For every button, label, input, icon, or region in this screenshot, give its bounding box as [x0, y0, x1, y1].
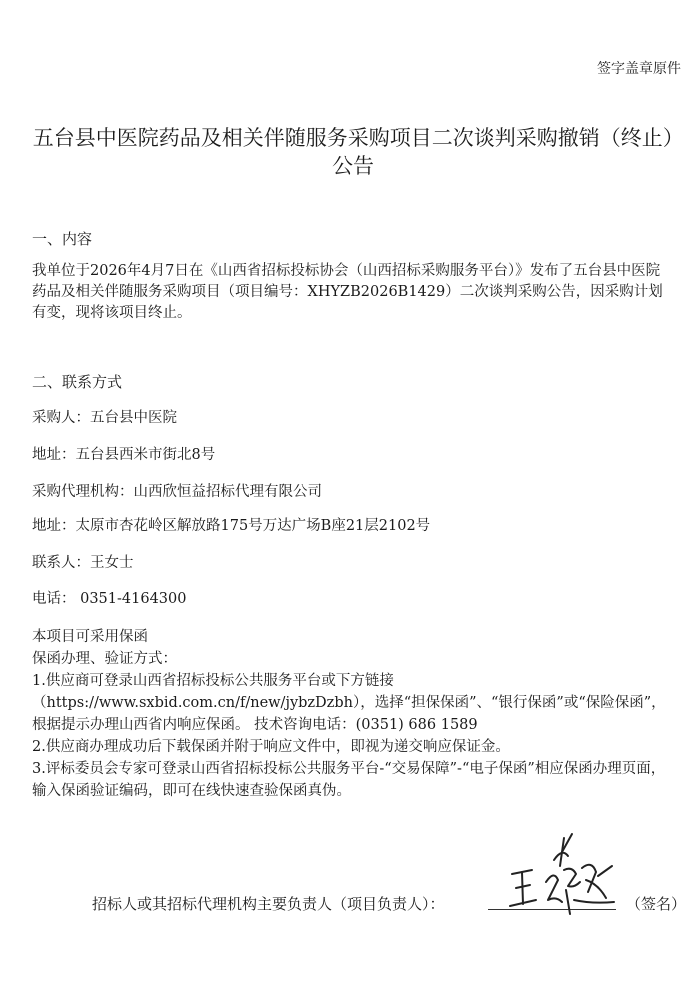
guarantee-line-1: 本项目可采用保函 — [32, 629, 148, 645]
purchaser-line: 采购人：五台县中医院 — [32, 410, 177, 426]
handwritten-signature — [502, 830, 620, 920]
stamp-note: 签字盖章原件 — [597, 61, 681, 77]
guarantee-item-3: 3.评标委员会专家可登录山西省招标投标公共服务平台-“交易保障”-“电子保函”相应保函办理页面，输入保函验证编码，即可在线快速查验保函真伪。 — [32, 761, 666, 799]
guarantee-notice — [32, 626, 672, 802]
phone-line: 电话： 0351-4164300 — [32, 591, 187, 607]
page-title: 五台县中医院药品及相关伴随服务采购项目二次谈判采购撤销（终止）公告 — [32, 126, 674, 178]
content-paragraph: 我单位于2026年4月7日在《山西省招标投标协会（山西招标采购服务平台）》发布了五台县中医院药品及相关伴随服务采购项目（项目编号：XHYZB2026B1429）二次谈判采购公告，因采购计划有变，现将该项目终止。 — [32, 263, 663, 321]
agency-line: 采购代理机构：山西欣恒益招标代理有限公司 — [32, 484, 322, 500]
guarantee-item-1: 1.供应商可登录山西省招标投标公共服务平台或下方链接（https://www.sxbid.com.cn/f/new/jybzDzbh），选择“担保保函”、“银行保函”或“保险保函”，根据提示办理山西省内响应保函。 技术咨询电话：(0351) 686 1589 — [32, 673, 666, 733]
contact-line: 联系人：王女士 — [32, 555, 134, 571]
guarantee-line-2: 保函办理、验证方式： — [32, 651, 177, 667]
section-heading-contact: 二、联系方式 — [32, 373, 123, 391]
guarantee-item-2: 2.供应商办理成功后下载保函并附于响应文件中，即视为递交响应保证金。 — [32, 739, 510, 755]
signature-label: 招标人或其招标代理机构主要负责人（项目负责人）： — [92, 895, 445, 913]
signature-suffix: （签名） — [626, 895, 687, 913]
agency-address-line: 地址：太原市杏花岭区解放路175号万达广场B座21层2102号 — [32, 518, 431, 534]
purchaser-address-line: 地址：五台县西米市街北8号 — [32, 447, 216, 463]
section-heading-content: 一、内容 — [32, 230, 93, 248]
